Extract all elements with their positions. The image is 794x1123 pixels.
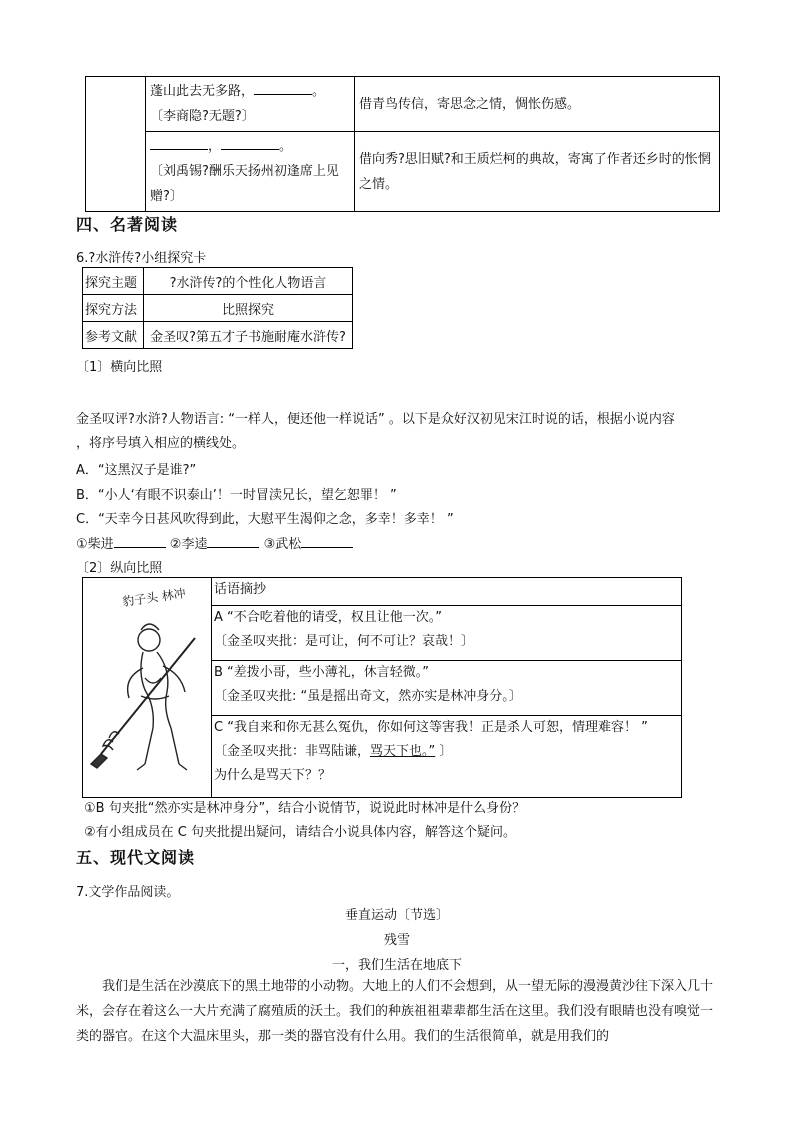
subquestion-title: 〔2〕纵向比照 (76, 561, 163, 576)
question-1: ①B 句夹批“然亦实是林冲身分”，结合小说情节，说说此时林冲是什么身份？ (84, 801, 526, 816)
card-key: 探究方法 (83, 295, 144, 322)
fill-label: ①柴进 (76, 537, 114, 552)
compare-row-b (212, 661, 682, 716)
illustration-cell (83, 578, 212, 798)
table-empty-cell (86, 77, 146, 212)
answer-blank[interactable] (221, 137, 279, 150)
comment-part: 〕 (435, 744, 453, 760)
punctuation: 。 (312, 84, 326, 99)
question-note: 为什么是骂天下？？ (214, 768, 332, 784)
card-value: ?水浒传?的个性化人物语言 (144, 268, 353, 295)
answer-blank[interactable] (114, 535, 166, 548)
quote-text: B “差拨小哥，些小薄礼，休言轻微。” (214, 665, 430, 681)
comment-text: 〔金圣叹夹批: “虽是摇出奇文，然亦实是林冲身分。〕 (214, 689, 522, 705)
compare-table (82, 577, 682, 798)
answer-blank[interactable] (150, 137, 208, 150)
answer-blank[interactable] (254, 82, 312, 95)
subquestion-title: 〔1〕横向比照 (76, 360, 163, 375)
fill-label: ②李逵 (169, 537, 208, 552)
compare-header: 话语摘抄 (212, 578, 682, 606)
question-title: 6.?水浒传?小组探究卡 (76, 251, 207, 266)
quote-text: C “我自来和你无甚么冤仇，你如何这等害我！正是杀人可恕，情理难容！ ” (214, 720, 648, 736)
poem-source: 〔李商隐?无题?〕 (150, 109, 255, 124)
section-title: 四、名著阅读 (76, 215, 179, 234)
card-key: 探究主题 (83, 268, 144, 295)
research-card-table (82, 267, 353, 349)
compare-row-c (212, 716, 682, 798)
option-c: C．“天幸今日甚风吹得到此，大慰平生渴仰之念，多幸！多幸！ ” (76, 512, 454, 527)
lin-chong-illustration (83, 578, 211, 788)
comment-part: 〔金圣叹夹批：非骂陆谦， (214, 744, 371, 760)
fill-line (76, 533, 353, 552)
poem-cell-1 (146, 77, 355, 132)
card-value: 比照探究 (144, 295, 353, 322)
comment-text (214, 740, 679, 764)
quote-text: A “不合吃着他的请受，权且让他一次。” (214, 610, 442, 626)
compare-row-a (212, 606, 682, 661)
article-author: 残雪 (383, 933, 410, 948)
poem-cell-2 (146, 132, 355, 212)
comment-underlined: 骂天下也。” (370, 744, 436, 760)
punctuation: ， (208, 139, 222, 154)
poem-note-cell (355, 132, 720, 212)
poem-table (85, 76, 720, 212)
poem-note: 借青鸟传信，寄思念之情，惆怅伤感。 (359, 96, 581, 112)
poem-note-cell (355, 77, 720, 132)
option-a: A．“这黑汉子是谁?” (76, 463, 197, 478)
article-subtitle: 一，我们生活在地底下 (331, 958, 462, 973)
card-key: 参考文献 (83, 322, 144, 349)
question-text: ，将序号填入相应的横线处。 (76, 436, 246, 451)
illustration-caption: 豹子头 林冲 (121, 586, 187, 609)
article-paragraph: 我们是生活在沙漠底下的黑土地带的小动物。大地上的人们不会想到，从一望无际的漫漫黄沙往下深入几十米，会存在着这么一大片充满了腐殖质的沃土。我们的种族祖祖辈辈都生活在这里。我们没有眼睛也没有嗅觉一类的器官。在这个大温床里头，那一类的器官没有什么用。我们的生活很简单，就是用我们的 (76, 979, 714, 1044)
question-text: 金圣叹评?水浒?人物语言: “一样人，便还他一样说话” 。以下是众好汉初见宋江时说的话，根据小说内容 (76, 412, 675, 427)
answer-blank[interactable] (207, 535, 259, 548)
question-2: ②有小组成员在 C 句夹批提出疑问，请结合小说具体内容，解答这个疑问。 (84, 825, 516, 840)
article-title: 垂直运动〔节选〕 (344, 908, 449, 923)
card-value: 金圣叹?第五才子书施耐庵水浒传? (144, 322, 353, 349)
punctuation: 。 (279, 139, 293, 154)
answer-blank[interactable] (301, 535, 353, 548)
question-title: 7.文学作品阅读。 (76, 885, 180, 900)
option-b: B．“小人‘有眼不识泰山’！一时冒渎兄长，望乞恕罪！ ” (76, 488, 397, 503)
poem-source: 〔刘禹锡?酬乐天扬州初逢席上见赠?〕 (150, 164, 339, 204)
poem-line: 蓬山此去无多路， (150, 84, 255, 99)
comment-text: 〔金圣叹夹批：是可让，何不可让？哀哉！〕 (214, 634, 475, 650)
fill-label: ③武松 (263, 537, 302, 552)
poem-note: 借向秀?思旧赋?和王质烂柯的典故，寄寓了作者还乡时的怅惘之情。 (359, 151, 711, 192)
section-title: 五、现代文阅读 (76, 848, 196, 867)
